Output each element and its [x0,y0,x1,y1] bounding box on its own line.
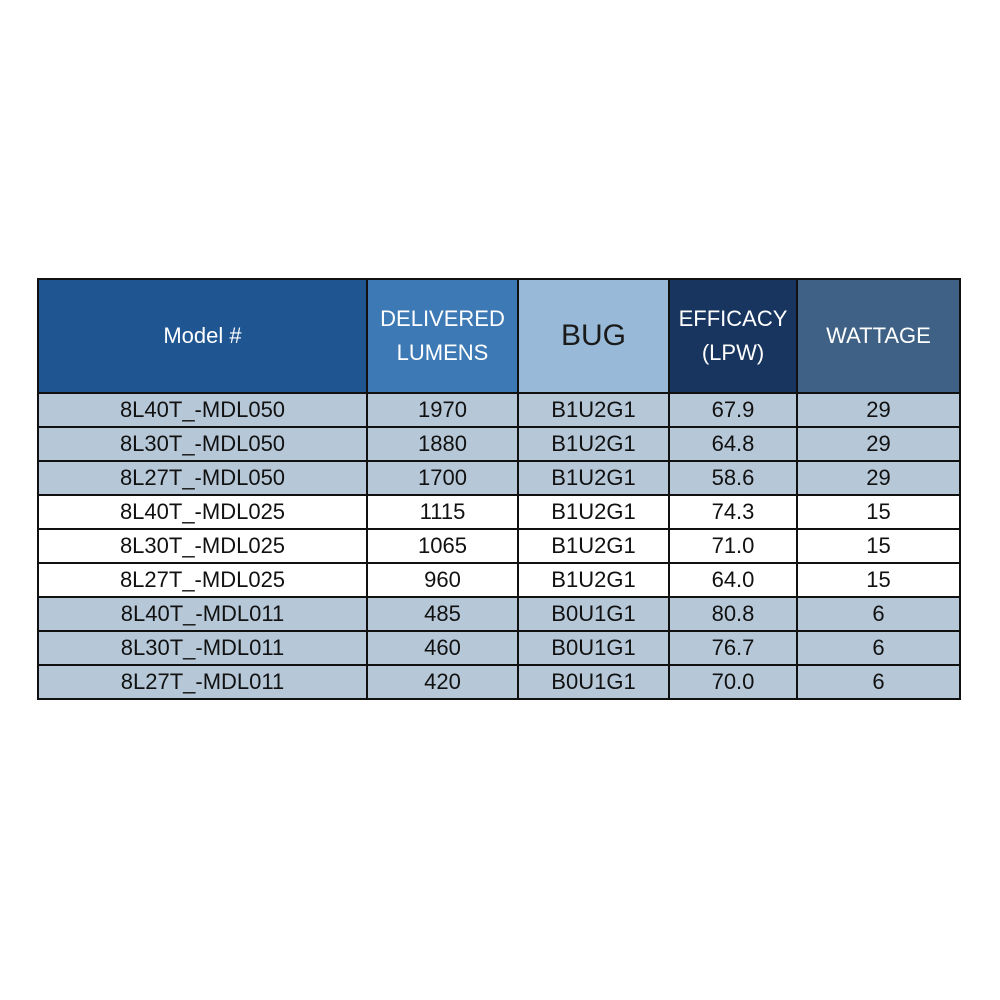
model-cell: 8L40T_-MDL011 [38,597,367,631]
table-row [38,631,960,665]
wattage-cell: 15 [797,529,960,563]
lumens-cell: 1880 [367,427,518,461]
spec-table [37,278,961,700]
wattage-cell: 6 [797,631,960,665]
model-cell: 8L27T_-MDL025 [38,563,367,597]
header-efficacy [669,279,797,393]
model-cell: 8L30T_-MDL011 [38,631,367,665]
wattage-cell: 29 [797,427,960,461]
model-cell: 8L40T_-MDL050 [38,393,367,427]
efficacy-cell: 67.9 [669,393,797,427]
header-text: BUG [560,319,626,352]
header-text: EFFICACY [678,306,788,331]
model-cell: 8L30T_-MDL050 [38,427,367,461]
lumens-cell: 1700 [367,461,518,495]
wattage-cell: 15 [797,563,960,597]
header-text: DELIVERED [380,306,505,331]
efficacy-cell: 80.8 [669,597,797,631]
header-bug [518,279,669,393]
model-cell: 8L40T_-MDL025 [38,495,367,529]
lumens-cell: 485 [367,597,518,631]
lumens-cell: 1970 [367,393,518,427]
table-row [38,393,960,427]
header-text: WATTAGE [826,323,931,348]
lumens-cell: 1115 [367,495,518,529]
bug-cell: B1U2G1 [518,461,669,495]
header-wattage [797,279,960,393]
bug-cell: B0U1G1 [518,597,669,631]
wattage-cell: 29 [797,393,960,427]
table-row [38,529,960,563]
table-row [38,461,960,495]
efficacy-cell: 74.3 [669,495,797,529]
wattage-cell: 15 [797,495,960,529]
model-cell: 8L30T_-MDL025 [38,529,367,563]
table-header [38,279,960,393]
lumens-cell: 1065 [367,529,518,563]
efficacy-cell: 64.8 [669,427,797,461]
table-row [38,427,960,461]
bug-cell: B1U2G1 [518,495,669,529]
header-text: LUMENS [396,340,489,365]
bug-cell: B1U2G1 [518,529,669,563]
efficacy-cell: 71.0 [669,529,797,563]
bug-cell: B1U2G1 [518,427,669,461]
header-text: (LPW) [701,340,765,365]
model-cell: 8L27T_-MDL011 [38,665,367,699]
efficacy-cell: 64.0 [669,563,797,597]
header-text: Model # [163,323,242,348]
bug-cell: B0U1G1 [518,665,669,699]
efficacy-cell: 76.7 [669,631,797,665]
table-body [38,393,960,699]
wattage-cell: 6 [797,665,960,699]
efficacy-cell: 58.6 [669,461,797,495]
header-row [38,279,960,393]
lumens-cell: 960 [367,563,518,597]
table-row [38,597,960,631]
table-row [38,665,960,699]
wattage-cell: 6 [797,597,960,631]
model-cell: 8L27T_-MDL050 [38,461,367,495]
lumens-cell: 460 [367,631,518,665]
bug-cell: B1U2G1 [518,563,669,597]
header-delivered-lumens [367,279,518,393]
table-row [38,563,960,597]
efficacy-cell: 70.0 [669,665,797,699]
lumens-cell: 420 [367,665,518,699]
bug-cell: B1U2G1 [518,393,669,427]
table-row [38,495,960,529]
header-model [38,279,367,393]
wattage-cell: 29 [797,461,960,495]
bug-cell: B0U1G1 [518,631,669,665]
